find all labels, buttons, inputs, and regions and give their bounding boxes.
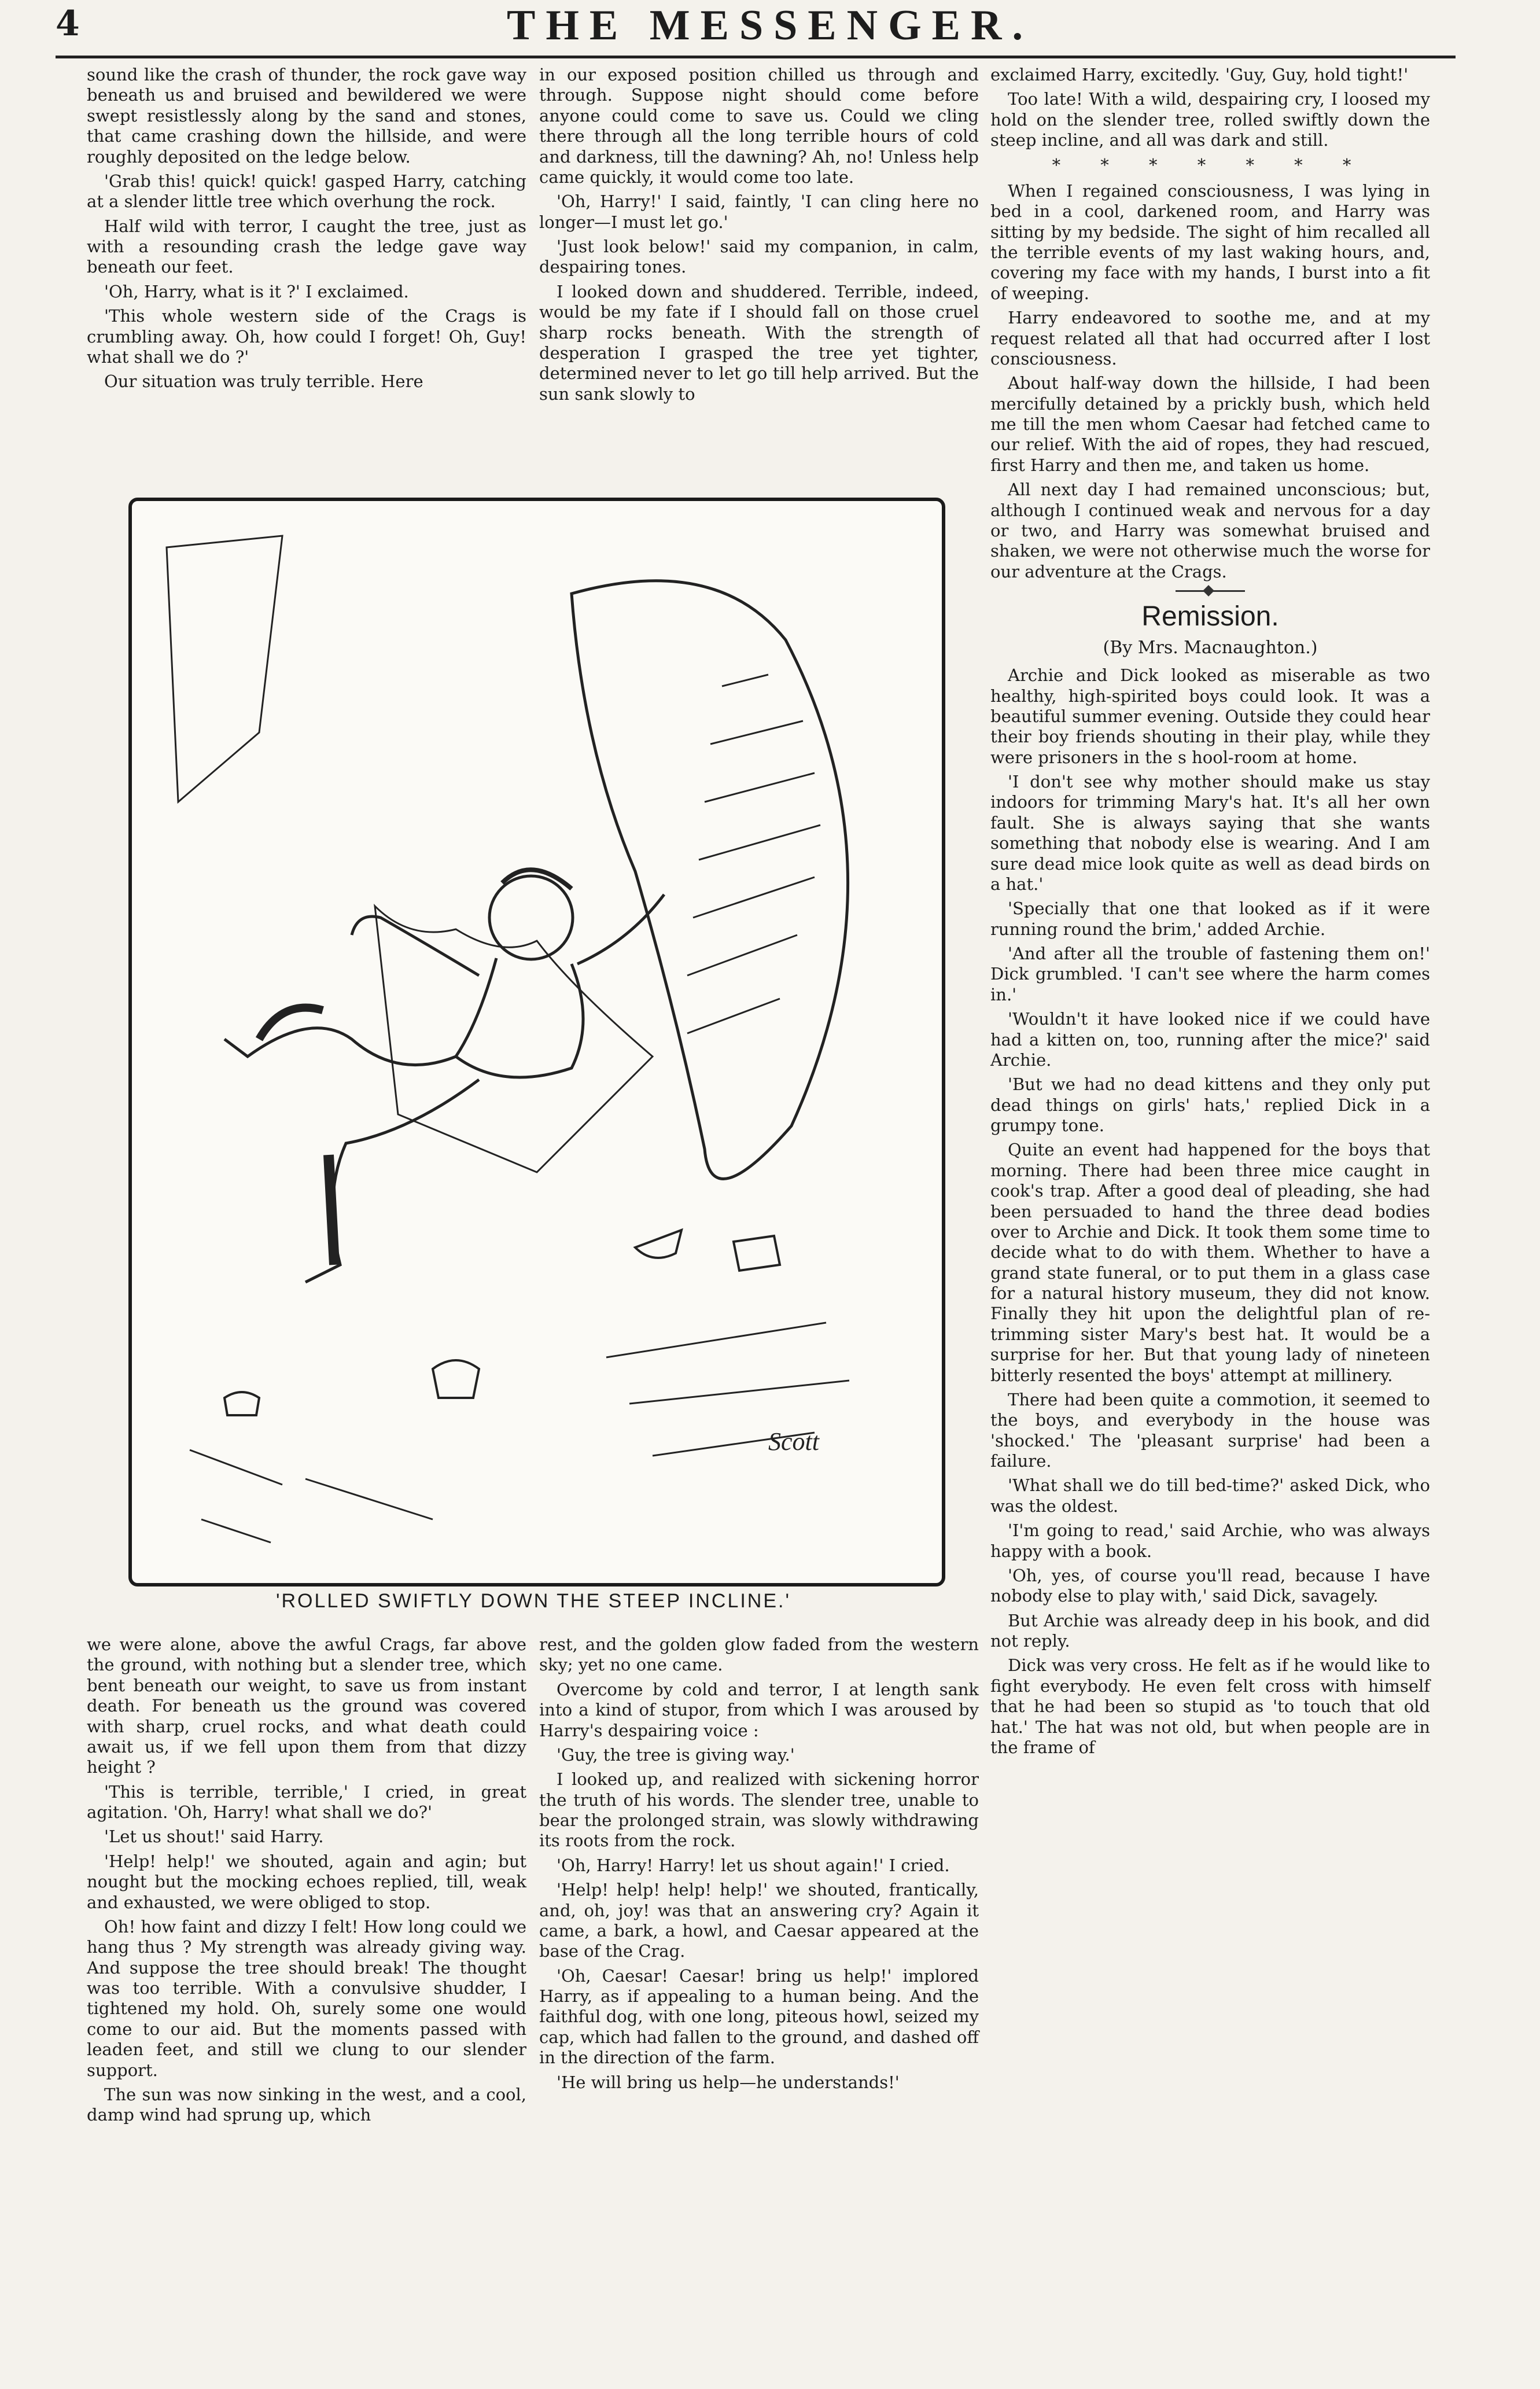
- paragraph: Harry endeavored to soothe me, and at my request related all that had occurred after I lost consciousness.: [990, 308, 1430, 369]
- paragraph: Quite an event had happened for the boys that morning. There had been three mice caught in cook's trap. After a good deal of pleading, she had been persuaded to hand the three dead bodies over to Archie and Dick. It took them some time to decide what to do with them. Whether to have a grand state funeral, or to put them in a glass case for a natural history museum, they did not know. Finally they hit upon the delightful plan of re-trimming sister Mary's best hat. It would be a surprise for her. But that young lady of nineteen bitterly resented the boys' attempt at millinery.: [990, 1140, 1430, 1385]
- paragraph: Dick was very cross. He felt as if he would like to fight everybody. He even felt cross with himself that he had been so stupid as 'to touch that old hat.' The hat was not old, but when people are in the frame of: [990, 1655, 1430, 1757]
- paragraph: 'Specially that one that looked as if it were running round the brim,' added Archie.: [990, 899, 1430, 939]
- masthead: [0, 0, 1540, 53]
- column-2-top: [539, 65, 979, 408]
- story-divider: [1176, 590, 1245, 592]
- paragraph: 'Just look below!' said my companion, in calm, despairing tones.: [539, 237, 979, 277]
- paragraph: in our exposed position chilled us through and through. Suppose night should come before anyone could come to save us. Could we cling there through all the long terrible hours of cold and darkness, till the dawning? Ah, no! Unless help came quickly, it would come too late.: [539, 65, 979, 187]
- column-1-top: [87, 65, 526, 396]
- paragraph: rest, and the golden glow faded from the western sky; yet no one came.: [539, 1635, 979, 1675]
- paragraph: 'He will bring us help—he understands!': [557, 2072, 900, 2092]
- paragraph: 'Oh, Harry! Harry! let us shout again!' I cried.: [557, 1855, 950, 1875]
- paragraph: Half wild with terror, I caught the tree, just as with a resounding crash the ledge gave way beneath our feet.: [87, 216, 526, 277]
- paragraph: The sun was now sinking in the west, and a cool, damp wind had sprung up, which: [87, 2084, 526, 2125]
- paragraph: There had been quite a commotion, it seemed to the boys, and everybody in the house was 'shocked.' The 'pleasant surprise' had been a failure.: [990, 1389, 1430, 1471]
- paragraph: 'This whole western side of the Crags is crumbling away. Oh, how could I forget! Oh, Guy! what shall we do ?': [87, 306, 526, 367]
- paragraph: 'Oh, Harry!' I said, faintly, 'I can cling here no longer—I must let go.': [539, 192, 979, 232]
- paragraph: 'This is terrible, terrible,' I cried, in great agitation. 'Oh, Harry! what shall we do?': [87, 1781, 526, 1822]
- paragraph: 'I'm going to read,' said Archie, who was always happy with a book.: [990, 1521, 1430, 1561]
- paragraph: When I regained consciousness, I was lying in bed in a cool, darkened room, and Harry was sitting by my bedside. The sight of him recalled all the terrible events of my last waking hours, and, covering my face with my hands, I burst into a fit of weeping.: [990, 181, 1430, 303]
- paragraph: 'Grab this! quick! quick! gasped Harry, catching at a slender little tree which overhung the rock.: [87, 171, 526, 212]
- paragraph: But Archie was already deep in his book, and did not reply.: [990, 1610, 1430, 1651]
- section-break-stars: * * * * * * *: [1052, 154, 1369, 175]
- page-number: 4: [56, 3, 80, 44]
- paragraph: 'Guy, the tree is giving way.': [557, 1744, 795, 1765]
- paragraph: 'And after all the trouble of fastening them on!' Dick grumbled. 'I can't see where the harm comes in.': [990, 944, 1430, 1004]
- paragraph: 'I don't see why mother should make us stay indoors for trimming Mary's hat. It's all her own fault. She is always saying that she wants something that nobody else is wearing. And I am sure dead mice look quite as well as dead birds on a hat.': [990, 772, 1430, 894]
- paragraph: 'Oh, Caesar! Caesar! bring us help!' implored Harry, as if appealing to a human being. And the faithful dog, with one long, piteous howl, seized my cap, which had fallen to the ground, and dashed off in the direction of the farm.: [539, 1965, 979, 2068]
- paragraph: 'Oh, yes, of course you'll read, because I have nobody else to play with,' said Dick, savagely.: [990, 1565, 1430, 1606]
- header-rule: [56, 56, 1456, 58]
- paragraph: sound like the crash of thunder, the rock gave way beneath us and bruised and bewildered we were swept resistlessly along by the sand and stones, that came crashing down the hillside, and were roughly deposited on the ledge below.: [87, 65, 526, 167]
- paragraph: Archie and Dick looked as miserable as two healthy, high-spirited boys could look. It was a beautiful summer evening. Outside they could hear their boy friends shouting in their play, while they were prisoners in the s hool-room at home.: [990, 665, 1430, 767]
- paragraph: I looked up, and realized with sickening horror the truth of his words. The slender tree, unable to bear the prolonged strain, was slowly withdrawing its roots from the rock.: [539, 1769, 979, 1851]
- column-1-bottom: [87, 1635, 526, 2130]
- paragraph: Oh! how faint and dizzy I felt! How long could we hang thus ? My strength was already giving way. And suppose the tree should break! The thought was too terrible. With a convulsive shudder, I tightened my hold. Oh, surely some one would come to our aid. But the moments passed with leaden feet, and still we clung to our slender support.: [87, 1916, 526, 2080]
- illustrator-signature: Scott: [768, 1427, 819, 1456]
- paragraph: 'Let us shout!' said Harry.: [104, 1827, 324, 1847]
- paragraph: exclaimed Harry, excitedly. 'Guy, Guy, hold tight!': [990, 65, 1409, 84]
- newspaper-title: THE MESSENGER.: [507, 2, 1033, 49]
- article-byline: (By Mrs. Macnaughton.): [1103, 637, 1318, 658]
- paragraph: 'What shall we do till bed-time?' asked Dick, who was the oldest.: [990, 1475, 1430, 1516]
- article-title: Remission.: [1141, 601, 1279, 632]
- column-2-bottom: [539, 1635, 979, 2097]
- paragraph: 'But we had no dead kittens and they only put dead things on girls' hats,' replied Dick in a grumpy tone.: [990, 1074, 1430, 1136]
- illustration-caption: 'ROLLED SWIFTLY DOWN THE STEEP INCLINE.': [276, 1590, 791, 1612]
- paragraph: 'Wouldn't it have looked nice if we could have had a kitten on, too, running after the mice?' said Archie.: [990, 1009, 1430, 1070]
- paragraph: Too late! With a wild, despairing cry, I loosed my hold on the slender tree, rolled swiftly down the steep incline, and all was dark and still.: [990, 89, 1430, 150]
- illustration-boy-falling: [128, 498, 945, 1586]
- paragraph: Overcome by cold and terror, I at length sank into a kind of stupor, from which I was aroused by Harry's despairing voice :: [539, 1679, 979, 1740]
- paragraph: we were alone, above the awful Crags, far above the ground, with nothing but a slender tree, which bent beneath our weight, to save us from instant death. For beneath us the ground was covered with sharp, cruel rocks, and what death could await us, if we fell upon them from that dizzy height ?: [87, 1635, 526, 1777]
- paragraph: I looked down and shuddered. Terrible, indeed, would be my fate if I should fall on those cruel sharp rocks beneath. With the strength of desperation I grasped the tree yet tighter, determined never to let go till help arrived. But the sun sank slowly to: [539, 281, 979, 404]
- paragraph: About half-way down the hillside, I had been mercifully detained by a prickly bush, which held me till the men whom Caesar had fetched came to our relief. With the aid of ropes, they had rescued, first Harry and then me, and taken us home.: [990, 373, 1430, 475]
- paragraph: All next day I had remained unconscious; but, although I continued weak and nervous for a day or two, and Harry was somewhat bruised and shaken, we were not otherwise much the worse for our adventure at the Crags.: [990, 480, 1430, 581]
- paragraph: Our situation was truly terrible. Here: [104, 371, 423, 392]
- illustration-drawing: [132, 501, 942, 1583]
- paragraph: 'Help! help!' we shouted, again and agin; but nought but the mocking echoes replied, till, weak and exhausted, we were obliged to stop.: [87, 1851, 526, 1912]
- paragraph: 'Help! help! help! help!' we shouted, frantically, and, oh, joy! was that an answering cry? Again it came, a bark, a howl, and Caesar appeared at the base of the Crag.: [539, 1880, 979, 1961]
- column-3: [990, 65, 1430, 1762]
- paragraph: 'Oh, Harry, what is it ?' I exclaimed.: [104, 281, 409, 301]
